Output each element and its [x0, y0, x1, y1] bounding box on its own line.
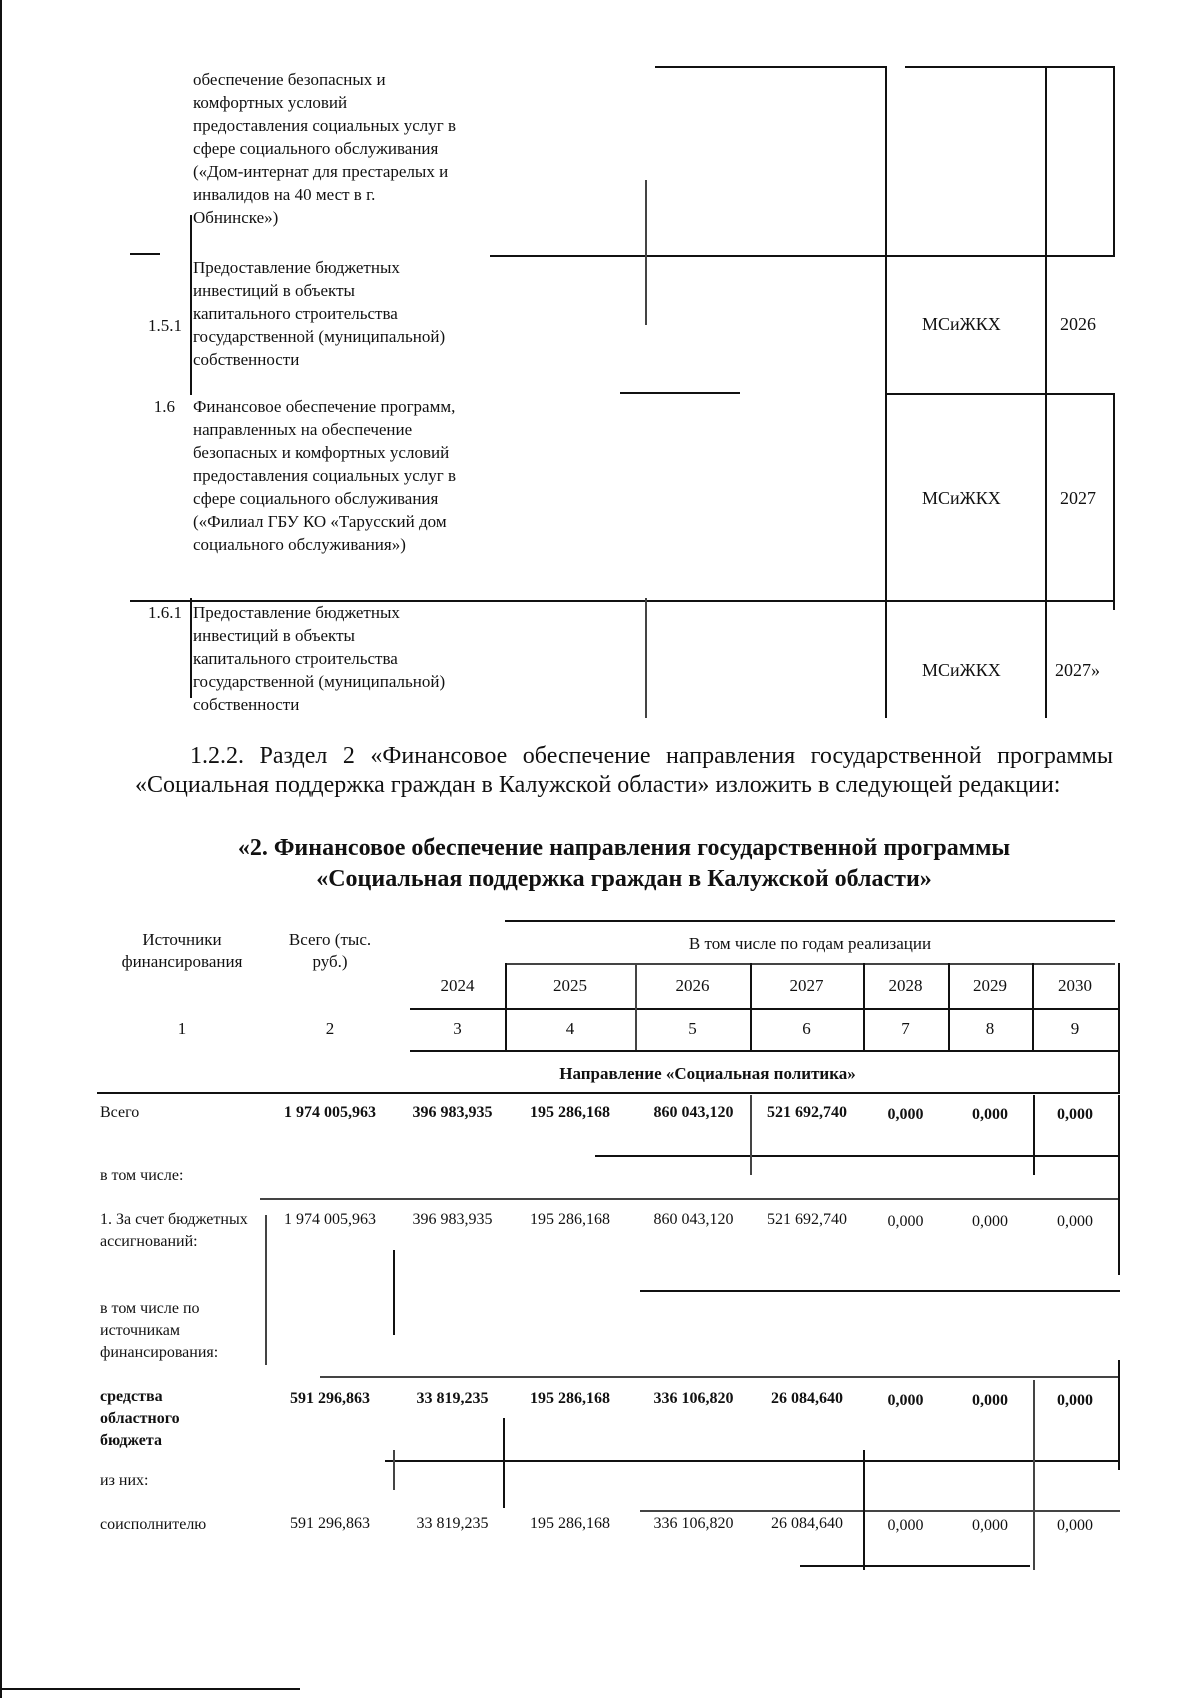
section-title: Направление «Социальная политика»: [559, 1064, 856, 1083]
value-cell: 591 296,863: [290, 1515, 370, 1532]
section-heading-line-2: «Социальная поддержка граждан в Калужской области»: [316, 866, 932, 892]
value-cell: 521 692,740: [767, 1104, 847, 1121]
value-cell: 195 286,168: [530, 1211, 610, 1228]
year-header: 2028: [888, 976, 923, 995]
scan-edge-bottom: [0, 1688, 300, 1690]
value-cell: 0,000: [972, 1392, 1008, 1409]
value-cell: 0,000: [1057, 1106, 1093, 1123]
column-number: 7: [901, 1019, 910, 1038]
year-header: 2029: [973, 976, 1007, 995]
value-cell: 0,000: [1057, 1517, 1093, 1534]
implementation-year: 2027: [1060, 488, 1096, 508]
value-cell: 591 296,863: [290, 1390, 370, 1407]
value-cell: 26 084,640: [771, 1515, 843, 1532]
value-cell: 0,000: [887, 1213, 924, 1230]
value-cell: 1 974 005,963: [284, 1211, 376, 1228]
section-heading-line-1: «2. Финансовое обеспечение направления государственной программы: [237, 835, 1011, 861]
column-header-total: Всего (тыс. руб.): [288, 930, 372, 971]
year-header: 2030: [1058, 976, 1092, 995]
year-header: 2024: [440, 976, 475, 995]
section-heading: [135, 833, 1113, 895]
value-cell: 0,000: [972, 1213, 1008, 1230]
value-cell: 0,000: [972, 1106, 1008, 1123]
row-label-budget-allocations: 1. За счет бюджетных ассигнований:: [100, 1211, 248, 1250]
column-number: 1: [177, 1019, 187, 1038]
value-cell: 0,000: [887, 1106, 924, 1123]
row-number: 1.5.1: [148, 316, 182, 335]
row-label-by-sources: в том числе по источникам финансирования:: [100, 1300, 219, 1361]
value-cell: 0,000: [1057, 1213, 1093, 1230]
scan-edge-left: [0, 0, 2, 1698]
column-header-source: Источники финансирования: [121, 930, 243, 971]
column-number: 9: [1070, 1019, 1080, 1038]
column-number: 8: [985, 1019, 995, 1038]
value-cell: 33 819,235: [416, 1515, 489, 1532]
amendment-paragraph: 1.2.2. Раздел 2 «Финансовое обеспечение направления государственной программы «Социальная поддержка граждан в Калужской области» изложить в следующей редакции:: [135, 743, 1113, 798]
value-cell: 0,000: [887, 1392, 924, 1409]
column-number: 5: [688, 1019, 697, 1038]
value-cell: 33 819,235: [416, 1390, 489, 1407]
row-label-co-executor: соисполнителю: [100, 1516, 207, 1533]
column-header-years-group: В том числе по годам реализации: [688, 934, 932, 953]
value-cell: 195 286,168: [530, 1515, 610, 1532]
year-header: 2027: [789, 976, 824, 995]
row-label-total: Всего: [100, 1104, 140, 1121]
implementation-year: 2027»: [1055, 660, 1100, 680]
column-number: 4: [565, 1019, 575, 1038]
value-cell: 396 983,935: [412, 1104, 493, 1121]
row-text: Финансовое обеспечение программ, направленных на обеспечение безопасных и комфортных условий предоставления социальных услуг в сфере социального обслуживания («Филиал ГБУ КО «Тарусский дом социального обслуживания»): [193, 397, 457, 554]
implementation-year: 2026: [1060, 314, 1096, 334]
value-cell: 1 974 005,963: [284, 1104, 376, 1121]
row-label-regional-budget: средства областного бюджета: [100, 1388, 180, 1449]
row-label-including: в том числе:: [100, 1167, 184, 1184]
responsible-executor: МСиЖКХ: [922, 488, 1001, 508]
value-cell: 396 983,935: [412, 1211, 493, 1228]
value-cell: 195 286,168: [530, 1390, 610, 1407]
value-cell: 336 106,820: [653, 1390, 734, 1407]
responsible-executor: МСиЖКХ: [922, 660, 1001, 680]
value-cell: 195 286,168: [530, 1104, 610, 1121]
value-cell: 336 106,820: [653, 1515, 734, 1532]
row-number: 1.6: [153, 397, 175, 416]
column-number: 3: [453, 1019, 462, 1038]
column-number: 6: [802, 1019, 811, 1038]
value-cell: 860 043,120: [653, 1211, 734, 1228]
responsible-executor: МСиЖКХ: [922, 314, 1001, 334]
year-header: 2025: [553, 976, 587, 995]
row-text: Предоставление бюджетных инвестиций в объекты капитального строительства государственной (муниципальной) собственности: [193, 603, 446, 714]
row-1-5-continued-text: обеспечение безопасных и комфортных условий предоставления социальных услуг в сфере социального обслуживания («Дом-интернат для престарелых и инвалидов на 40 мест в г. Обнинске»): [193, 70, 457, 227]
column-number: 2: [325, 1019, 335, 1038]
row-text: Предоставление бюджетных инвестиций в объекты капитального строительства государственной (муниципальной) собственности: [193, 258, 446, 369]
value-cell: 860 043,120: [653, 1104, 734, 1121]
value-cell: 521 692,740: [767, 1211, 847, 1228]
value-cell: 0,000: [972, 1517, 1008, 1534]
value-cell: 26 084,640: [771, 1390, 843, 1407]
row-label-of-them: из них:: [100, 1472, 149, 1489]
year-header: 2026: [675, 976, 710, 995]
row-number: 1.6.1: [148, 603, 182, 622]
value-cell: 0,000: [887, 1517, 924, 1534]
value-cell: 0,000: [1057, 1392, 1093, 1409]
